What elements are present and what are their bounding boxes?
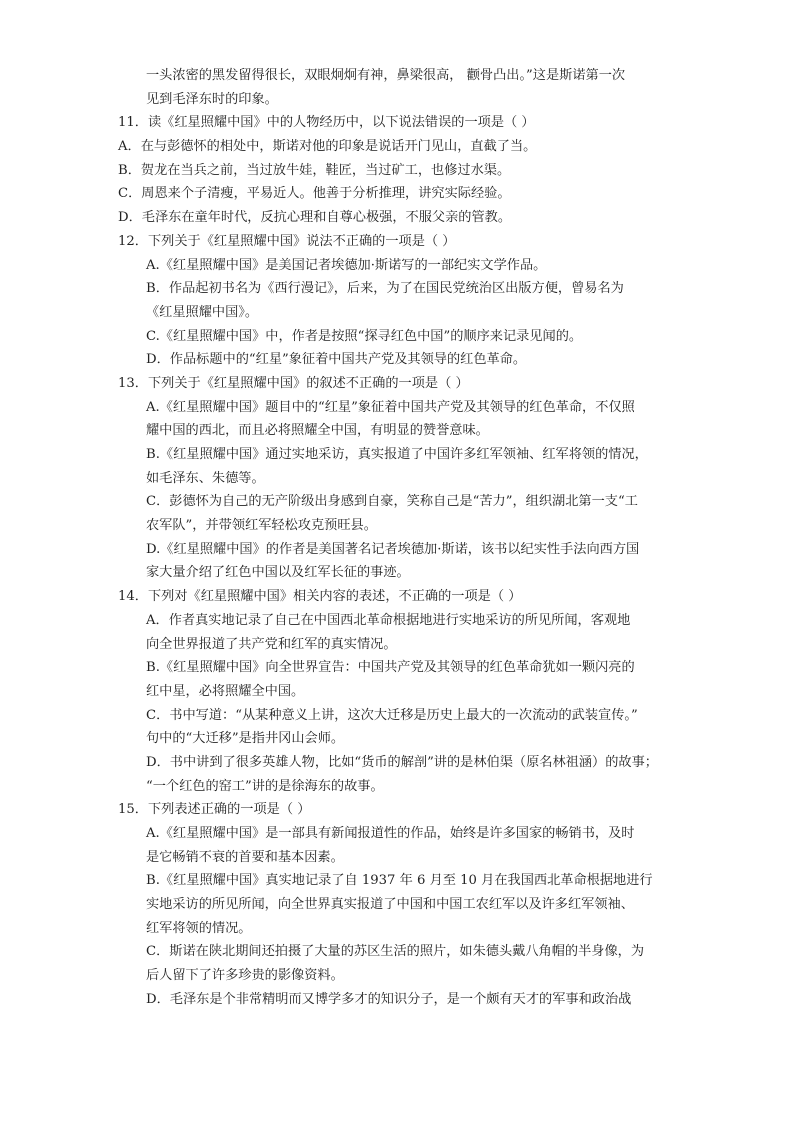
- text-line: B.《红星照耀中国》通过实地采访，真实报道了中国许多红军领袖、红军将领的情况，: [146, 447, 648, 462]
- question-text-block: [0, 64, 793, 1012]
- text-line: C．书中写道：“从某种意义上讲，这次大迁移是历史上最大的一次流动的武装宣传。”: [146, 707, 638, 723]
- text-line: C.《红星照耀中国》中，作者是按照“探寻红色中国”的顺序来记录见闻的。: [146, 328, 583, 344]
- text-line: D．毛泽东是个非常精明而又博学多才的知识分子，是一个颇有天才的军事和政治战: [146, 991, 632, 1007]
- text-line: C．周恩来个子清瘦，平易近人。他善于分析推理，讲究实际经验。: [118, 186, 511, 202]
- text-line: D．作品标题中的“红星”象征着中国共产党及其领导的红色革命。: [146, 352, 527, 368]
- text-line: “一个红色的窑工”讲的是徐海东的故事。: [146, 778, 384, 794]
- text-line: 12．下列关于《红星照耀中国》说法不正确的一项是（ ）: [118, 233, 456, 249]
- text-line: 红军将领的情况。: [146, 920, 252, 936]
- text-line: 后人留下了许多珍贵的影像资料。: [146, 968, 344, 984]
- text-line: 13．下列关于《红星照耀中国》的叙述不正确的一项是（ ）: [118, 375, 469, 391]
- text-line: 耀中国的西北，而且必将照耀全中国，有明显的赞誉意味。: [146, 423, 489, 439]
- text-line: 是它畅销不衰的首要和基本因素。: [146, 849, 344, 865]
- text-line: 如毛泽东、朱德等。: [146, 470, 265, 486]
- text-line: B.《红星照耀中国》向全世界宣告：中国共产党及其领导的红色革命犹如一颗闪亮的: [146, 660, 635, 676]
- text-line: D．毛泽东在童年时代，反抗心理和自尊心极强，不服父亲的管教。: [118, 210, 512, 226]
- text-line: A.《红星照耀中国》是美国记者埃德加·斯诺写的一部纪实文学作品。: [146, 257, 547, 273]
- text-line: D.《红星照耀中国》的作者是美国著名记者埃德加·斯诺，该书以纪实性手法向西方国: [146, 541, 640, 557]
- text-line: 农军队”，并带领红军轻松攻克预旺县。: [146, 518, 377, 534]
- text-line: 15．下列表述正确的一项是（ ）: [118, 802, 311, 818]
- text-line: 向全世界报道了共产党和红军的真实情况。: [146, 636, 397, 652]
- text-line: A.《红星照耀中国》题目中的“红星”象征着中国共产党及其领导的红色革命，不仅照: [146, 399, 635, 415]
- text-line: 红中星，必将照耀全中国。: [146, 683, 305, 699]
- text-line: C．斯诺在陕北期间还拍摄了大量的苏区生活的照片，如朱德头戴八角帽的半身像，为: [146, 944, 645, 960]
- text-line: 一头浓密的黑发留得很长，双眼炯炯有神，鼻梁很高， 颧骨凸出。”这是斯诺第一次: [146, 68, 626, 83]
- text-line: B．作品起初书名为《西行漫记》，后来，为了在国民党统治区出版方便，曾易名为: [146, 281, 624, 297]
- text-line: 14．下列对《红星照耀中国》相关内容的表述，不正确的一项是（ ）: [118, 589, 522, 605]
- text-line: B．贺龙在当兵之前，当过放牛娃，鞋匠，当过矿工，也修过水渠。: [118, 162, 511, 178]
- text-line: C．彭德怀为自己的无产阶级出身感到自豪，笑称自己是“苦力”，组织湖北第一支“工: [146, 494, 638, 510]
- text-line: 实地采访的所见所闻，向全世界真实报道了中国和中国工农红军以及许多红军领袖、: [146, 897, 634, 913]
- text-line: A.《红星照耀中国》是一部具有新闻报道性的作品，始终是许多国家的畅销书，及时: [146, 826, 635, 841]
- text-line: 句中的“大迁移”是指井冈山会师。: [146, 731, 345, 747]
- text-line: 《红星照耀中国》。: [146, 304, 259, 320]
- text-line: 家大量介绍了红色中国以及红军长征的事迹。: [146, 565, 410, 581]
- text-line: B.《红星照耀中国》真实地记录了自 1937 年 6 月至 10 月在我国西北革命根据地进行: [146, 873, 653, 889]
- text-line: A．在与彭德怀的相处中，斯诺对他的印象是说话开门见山，直截了当。: [118, 139, 537, 155]
- text-line: A．作者真实地记录了自己在中国西北革命根据地进行实地采访的所见所闻，客观地: [146, 612, 631, 628]
- text-line: D．书中讲到了很多英雄人物，比如“货币的解剖”讲的是林伯渠（原名林祖涵）的故事；: [146, 754, 658, 770]
- text-line: 11．读《红星照耀中国》中的人物经历中，以下说法错误的一项是（ ）: [118, 115, 535, 131]
- text-line: 见到毛泽东时的印象。: [146, 91, 278, 107]
